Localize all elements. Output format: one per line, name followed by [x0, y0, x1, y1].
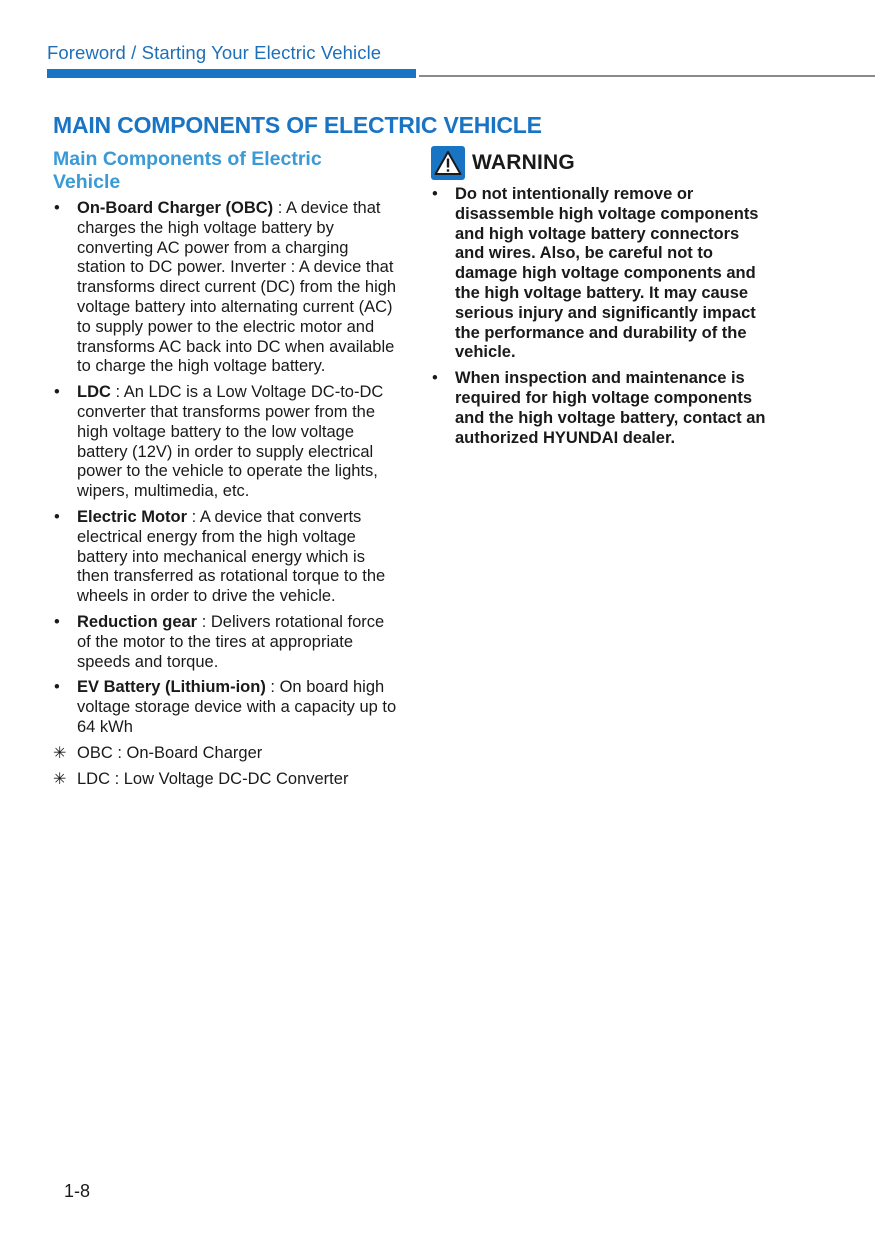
note-item — [53, 770, 398, 790]
component-term: On-Board Charger (OBC) — [77, 199, 274, 217]
warning-list — [431, 185, 771, 454]
list-item — [53, 613, 398, 672]
warning-item — [431, 185, 771, 363]
component-term: Reduction gear — [77, 612, 198, 631]
warning-text: When inspection and maintenance is required for high voltage components and the high voltage battery, contact an authorized HYUNDAI dealer. — [455, 369, 766, 447]
component-term: EV Battery (Lithium-ion) — [77, 678, 266, 697]
component-description: : An LDC is a Low Voltage DC-to-DC converter that transforms power from the high voltage battery to the low voltage battery (12V) in order to supply electrical power to the vehicle to operate the lights, wipers, multimedia, etc. — [77, 383, 384, 501]
header-rule-divider — [419, 75, 875, 77]
bullet-icon: • — [54, 383, 60, 402]
warning-item — [431, 369, 771, 448]
asterisk-note-icon: ✳ — [53, 744, 67, 762]
note-text: LDC : Low Voltage DC-DC Converter — [77, 769, 349, 788]
note-text: OBC : On-Board Charger — [77, 743, 263, 762]
component-description: : Delivers rotational force of the motor to the tires at appropriate speeds and torque. — [77, 612, 385, 671]
bullet-icon: • — [432, 369, 438, 388]
component-description: : A device that converts electrical energy from the high voltage battery into mechanical energy which is then transferred as rotational torque to the wheels in order to drive the vehicle. — [77, 507, 386, 606]
component-term: LDC — [77, 383, 111, 402]
page-number: 1-8 — [64, 1181, 91, 1201]
warning-text: Do not intentionally remove or disassemble high voltage components and high voltage battery connectors and wires. Also, be careful not to damage high voltage components and the high voltage battery. It may cause serious injury and significantly impact the performance and durability of the vehicle. — [455, 185, 759, 362]
note-item — [53, 744, 398, 764]
components-list — [53, 199, 398, 795]
bullet-icon: • — [432, 185, 438, 203]
component-term: Electric Motor — [77, 507, 188, 526]
list-item — [53, 508, 398, 607]
list-item — [53, 383, 398, 502]
asterisk-note-icon: ✳ — [53, 770, 67, 788]
warning-label: WARNING — [472, 151, 575, 174]
page-title: MAIN COMPONENTS OF ELECTRIC VEHICLE — [53, 112, 542, 138]
list-item — [53, 678, 398, 737]
warning-header — [431, 146, 575, 180]
section-subtitle: Main Components of Electric Vehicle — [53, 148, 322, 193]
bullet-icon: • — [54, 612, 60, 631]
list-item — [53, 199, 398, 377]
header-rule-accent — [47, 69, 416, 78]
component-description: : A device that charges the high voltage battery by converting AC power from a charging station to DC power. Inverter : A device that transforms direct current (DC) from the high voltage battery into alternating current (AC) to supply power to the electric motor and transforms AC back into DC when available to charge the high voltage battery. — [77, 199, 397, 376]
bullet-icon: • — [54, 199, 60, 217]
warning-triangle-icon — [431, 146, 465, 180]
breadcrumb: Foreword / Starting Your Electric Vehicle — [47, 42, 382, 63]
bullet-icon: • — [54, 507, 60, 526]
bullet-icon: • — [54, 678, 60, 697]
component-description: : On board high voltage storage device with a capacity up to 64 kWh — [77, 678, 397, 736]
